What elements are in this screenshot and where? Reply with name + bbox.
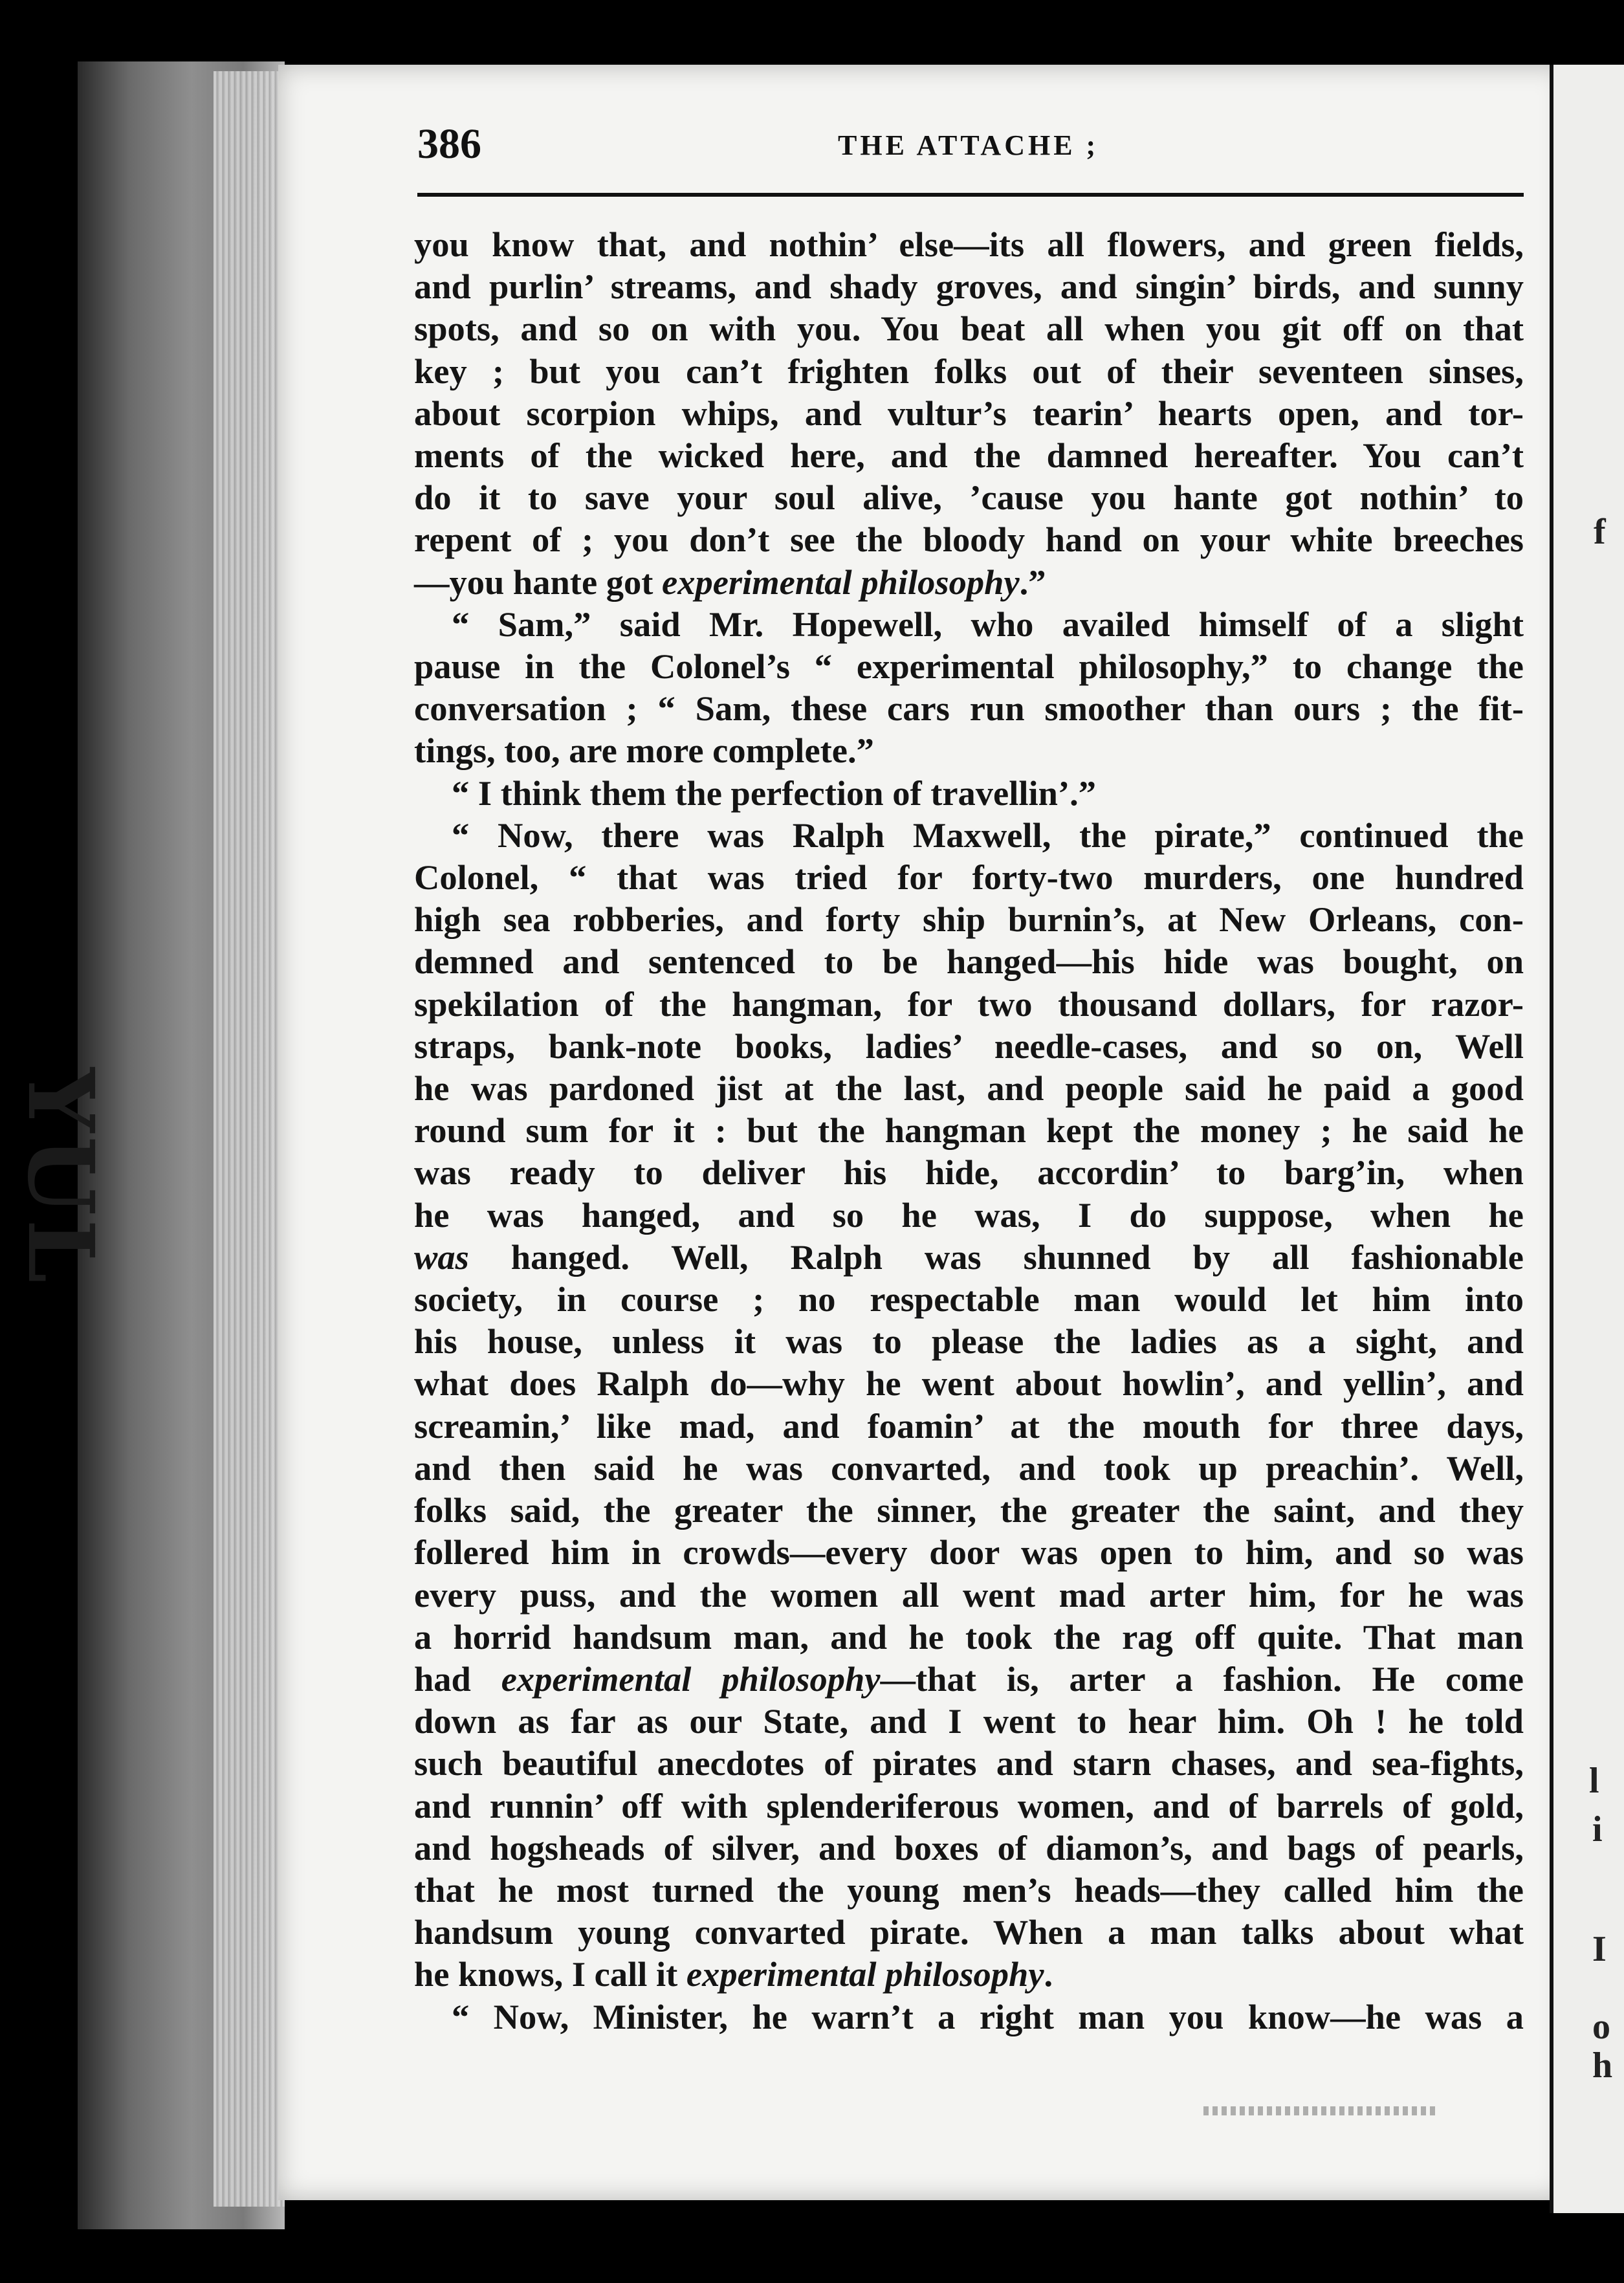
header-rule xyxy=(417,193,1524,197)
text-line xyxy=(414,1236,1524,1278)
text-line: demned and sentenced to be hanged—his hide was bought, on xyxy=(414,942,1524,982)
text-line: spekilation of the hangman, for two thousand dollars, for razor- xyxy=(414,984,1524,1024)
facing-letter: o xyxy=(1592,2007,1610,2047)
text-line: “ Now, there was Ralph Maxwell, the pirate,” continued the xyxy=(452,815,1524,855)
text-line: such beautiful anecdotes of pirates and starn chases, and sea-fights, xyxy=(414,1743,1524,1783)
text-line: key ; but you can’t frighten folks out of their seventeen sinses, xyxy=(414,351,1524,391)
text-run: had xyxy=(414,1659,501,1699)
page-header xyxy=(417,120,1524,171)
text-line: folks said, the greater the sinner, the greater the saint, and they xyxy=(414,1490,1524,1530)
text-line: round sum for it : but the hangman kept the money ; he said he xyxy=(414,1110,1524,1151)
italic-phrase: experimental philosophy xyxy=(662,562,1020,602)
text-line: do it to save your soul alive, ’cause you hante got nothin’ to xyxy=(414,478,1524,518)
text-line: and purlin’ streams, and shady groves, and singin’ birds, and sunny xyxy=(414,267,1524,307)
text-line: screamin,’ like mad, and foamin’ at the mouth for three days, xyxy=(414,1406,1524,1446)
text-line: you know that, and nothin’ else—its all flowers, and green fields, xyxy=(414,225,1524,264)
text-line: every puss, and the women all went mad arter him, for he was xyxy=(414,1574,1524,1615)
text-line: a horrid handsum man, and he took the rag off quite. That man xyxy=(414,1616,1524,1657)
text-line xyxy=(414,561,1524,603)
facing-letter: I xyxy=(1592,1929,1607,1969)
text-line: down as far as our State, and I went to hear him. Oh ! he told xyxy=(414,1701,1524,1741)
text-line: what does Ralph do—why he went about howlin’, and yellin’, and xyxy=(414,1363,1524,1404)
facing-letter: h xyxy=(1592,2046,1613,2086)
text-line: follered him in crowds—every door was open to him, and so was xyxy=(414,1532,1524,1572)
text-run: .” xyxy=(1019,562,1046,602)
text-line: that he most turned the young men’s heads—they called him the xyxy=(414,1869,1524,1910)
facing-letter: i xyxy=(1592,1809,1603,1849)
italic-phrase: experimental philosophy xyxy=(501,1659,881,1699)
running-head: THE ATTACHE ; xyxy=(838,129,1099,161)
text-line: Colonel, “ that was tried for forty-two murders, one hundred xyxy=(414,857,1524,898)
text-line: pause in the Colonel’s “ experimental philosophy,” to change the xyxy=(414,646,1524,687)
text-run: —you hante got xyxy=(414,562,663,602)
text-line: society, in course ; no respectable man would let him into xyxy=(414,1279,1524,1319)
text-line xyxy=(414,1953,1524,1995)
text-line: repent of ; you don’t see the bloody hand on your white breeches xyxy=(414,520,1524,560)
italic-word: was xyxy=(414,1237,469,1277)
text-line: he was pardoned jist at the last, and people said he paid a good xyxy=(414,1068,1524,1108)
facing-letter: l xyxy=(1589,1761,1599,1801)
text-line: handsum young convarted pirate. When a man talks about what xyxy=(414,1912,1524,1952)
text-line: and runnin’ off with splenderiferous women, and of barrels of gold, xyxy=(414,1785,1524,1825)
text-line: and hogsheads of silver, and boxes of diamon’s, and bags of pearls, xyxy=(414,1827,1524,1868)
text-line: ments of the wicked here, and the damned hereafter. You can’t xyxy=(414,436,1524,476)
text-line: straps, bank-note books, ladies’ needle-cases, and so on, Well xyxy=(414,1026,1524,1066)
text-run: . xyxy=(1044,1954,1053,1994)
text-line: tings, too, are more complete.” xyxy=(414,731,874,771)
text-run: he knows, I call it xyxy=(414,1954,686,1994)
facing-letter: f xyxy=(1594,512,1606,552)
text-line: was ready to deliver his hide, accordin’ to barg’in, when xyxy=(414,1153,1524,1193)
ink-smudge xyxy=(1203,2106,1436,2115)
text-line: he was hanged, and so he was, I do suppose, when he xyxy=(414,1195,1524,1235)
spine-mark: YUL xyxy=(7,1068,113,1287)
text-line: and then said he was convarted, and took up preachin’. Well, xyxy=(414,1448,1524,1488)
body-text xyxy=(414,223,1524,2038)
text-line: “ I think them the perfection of travellin’.” xyxy=(452,773,1097,813)
text-line: spots, and so on with you. You beat all when you git off on that xyxy=(414,309,1524,349)
italic-phrase: experimental philosophy xyxy=(686,1954,1044,1994)
text-line: high sea robberies, and forty ship burnin’s, at New Orleans, con- xyxy=(414,899,1524,940)
text-line: “ Now, Minister, he warn’t a right man you know—he was a xyxy=(452,1996,1524,2036)
facing-page xyxy=(1550,65,1624,2213)
text-line: “ Sam,” said Mr. Hopewell, who availed himself of a slight xyxy=(452,604,1524,644)
text-run: hanged. Well, Ralph was shunned by all fashionable xyxy=(468,1237,1524,1277)
page-number: 386 xyxy=(417,120,481,168)
text-line: his house, unless it was to please the ladies as a sight, and xyxy=(414,1321,1524,1362)
text-run: —that is, arter a fashion. He come xyxy=(880,1659,1524,1699)
text-line: conversation ; “ Sam, these cars run smoother than ours ; the fit- xyxy=(414,689,1524,729)
text-line: about scorpion whips, and vultur’s tearin’ hearts open, and tor- xyxy=(414,393,1524,433)
page-edges xyxy=(214,71,285,2207)
text-line xyxy=(414,1658,1524,1700)
